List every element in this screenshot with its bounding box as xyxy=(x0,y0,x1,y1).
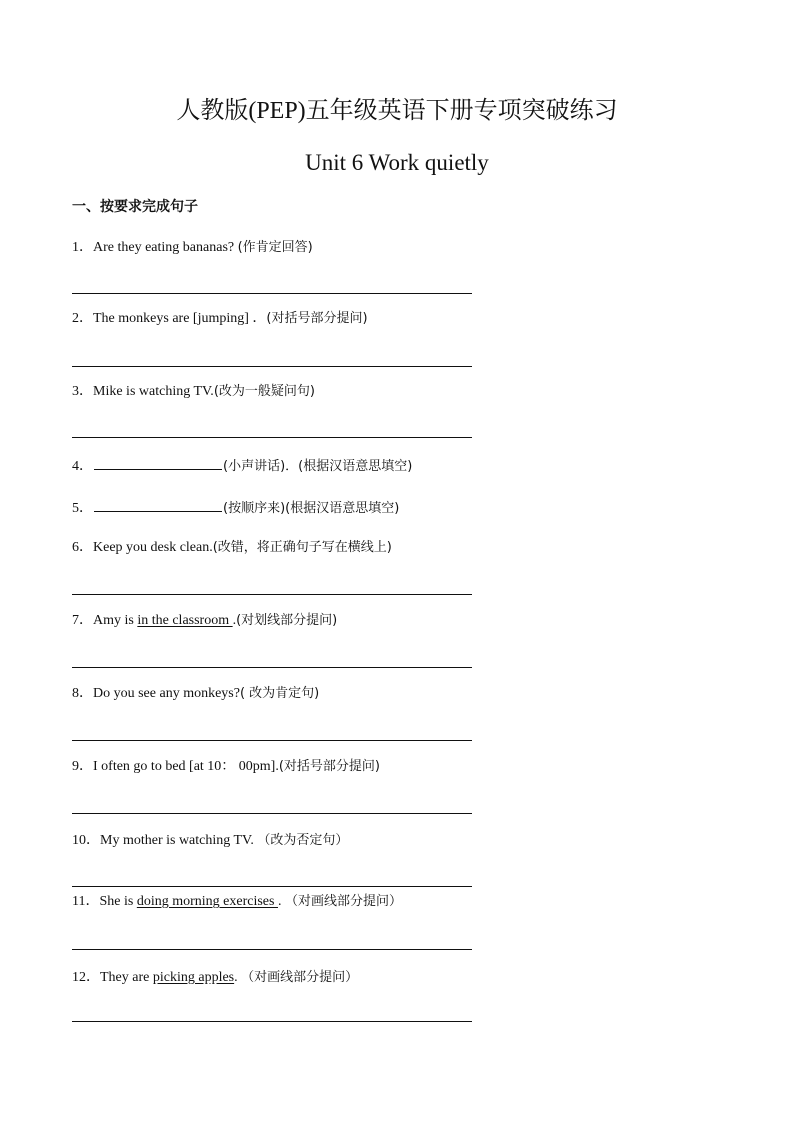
question-6 xyxy=(72,538,392,558)
question-text: The monkeys are [jumping] ． xyxy=(93,311,267,326)
answer-line-8[interactable] xyxy=(72,740,472,741)
question-number: 6． xyxy=(72,540,93,555)
document-title: 人教版(PEP)五年级英语下册专项突破练习 xyxy=(176,98,618,124)
question-9 xyxy=(72,757,380,777)
question-text: Mike is watching TV. xyxy=(93,384,214,399)
answer-line-12[interactable] xyxy=(72,1021,472,1022)
question-number: 1． xyxy=(72,240,93,255)
question-text: Keep you desk clean. xyxy=(93,540,213,555)
punctuation: . xyxy=(234,970,242,985)
question-instruction: (根据汉语意思填空) xyxy=(285,501,400,516)
section-heading: 一、按要求完成句子 xyxy=(72,199,198,215)
underlined-phrase: picking apples xyxy=(152,970,235,985)
question-text: Amy is xyxy=(93,613,138,628)
question-5 xyxy=(72,497,399,519)
question-instruction: (改为一般疑问句) xyxy=(213,384,315,399)
chinese-hint: (按顺序来) xyxy=(223,501,286,516)
answer-line-3[interactable] xyxy=(72,437,472,438)
underlined-phrase: in the classroom xyxy=(137,613,233,628)
question-text: They are xyxy=(100,970,153,985)
underlined-phrase: doing morning exercises xyxy=(136,894,278,909)
question-number: 7． xyxy=(72,613,93,628)
answer-line-2[interactable] xyxy=(72,366,472,367)
question-number: 11． xyxy=(72,894,100,909)
question-text: I often go to bed [at 10： 00pm]. xyxy=(93,759,279,774)
question-text: Are they eating bananas? xyxy=(93,240,238,255)
question-number: 12． xyxy=(72,970,100,985)
question-8 xyxy=(72,684,319,704)
fill-blank-4[interactable] xyxy=(94,455,222,470)
question-instruction: (对括号部分提问) xyxy=(278,759,381,774)
question-number: 4． xyxy=(72,459,93,474)
question-1 xyxy=(72,238,313,258)
answer-line-6[interactable] xyxy=(72,594,472,595)
question-2 xyxy=(72,309,368,329)
answer-line-7[interactable] xyxy=(72,667,472,668)
question-instruction: (改错，将正确句子写在横线上) xyxy=(212,540,392,555)
unit-title: Unit 6 Work quietly xyxy=(305,150,489,175)
question-10 xyxy=(72,831,348,851)
question-instruction: （对画线部分提问） xyxy=(284,894,402,909)
question-number: 9． xyxy=(72,759,93,774)
answer-line-1[interactable] xyxy=(72,293,472,294)
question-3 xyxy=(72,382,315,402)
answer-line-10[interactable] xyxy=(72,886,472,887)
question-instruction: （对画线部分提问） xyxy=(241,970,359,985)
question-7 xyxy=(72,611,337,631)
question-text: She is xyxy=(99,894,137,909)
question-text: My mother is watching TV. xyxy=(100,833,258,848)
question-instruction: (对划线部分提问) xyxy=(236,613,338,628)
question-instruction: (作肯定回答) xyxy=(237,240,313,255)
fill-blank-5[interactable] xyxy=(94,497,222,512)
answer-line-11[interactable] xyxy=(72,949,472,950)
question-number: 3． xyxy=(72,384,93,399)
question-instruction: ( 改为肯定句) xyxy=(239,686,320,701)
question-instruction: (根据汉语意思填空) xyxy=(298,459,413,474)
question-number: 5． xyxy=(72,501,93,516)
question-11 xyxy=(72,892,402,912)
chinese-hint: (小声讲话)． xyxy=(223,459,299,474)
punctuation: . xyxy=(277,894,285,909)
question-instruction: （改为否定句） xyxy=(257,833,349,848)
question-text: Do you see any monkeys? xyxy=(93,686,240,701)
question-number: 10． xyxy=(72,833,100,848)
question-12 xyxy=(72,968,358,988)
answer-line-9[interactable] xyxy=(72,813,472,814)
punctuation: . xyxy=(232,613,237,628)
question-instruction: (对括号部分提问) xyxy=(266,311,368,326)
question-number: 8． xyxy=(72,686,93,701)
question-4 xyxy=(72,455,412,477)
question-number: 2． xyxy=(72,311,93,326)
